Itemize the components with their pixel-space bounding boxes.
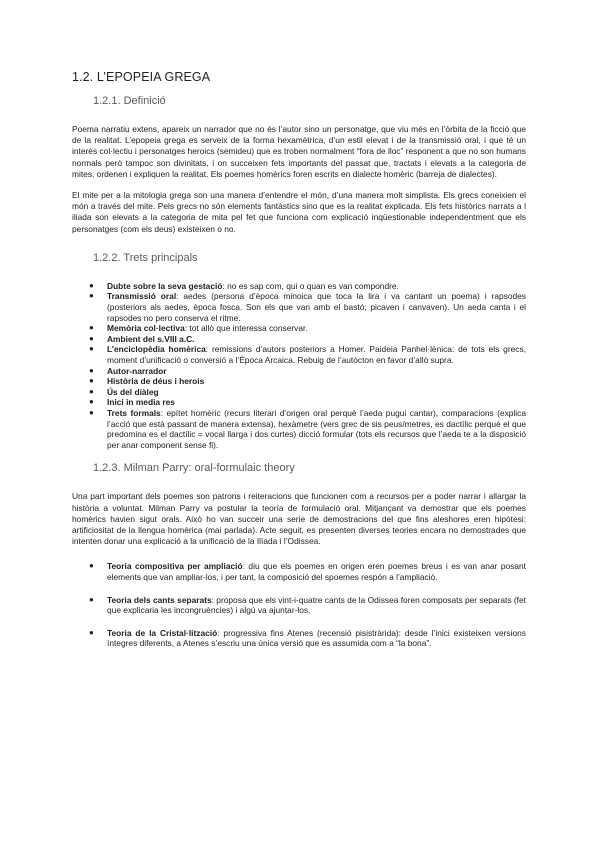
item-term: Trets formals [107,407,161,418]
item-text: : remissions d’autors posteriors a Homer. Paideia Panhel·lènica: de tots els grecs, moment d’unificació o conversió a l’Època Arcaica. Rebuig de l’autòcton en favor d’allò supra. [107,344,526,365]
bullet-icon: ● [89,333,94,343]
item-term: Ús del diàleg [107,386,159,397]
item-text: : tot allò que interessa conservar. [184,323,308,334]
paragraph-definicio-1: Poema narratiu extens, apareix un narrador que no és l’autor sino un personatge, que viu més en l’òrbita de la ficció que de la realitat. L’epopeia grega es serveix de la forma hexamètrica, d’un estil elevat i de la transmissió oral, i que té un interès col·lectiu i personatges heroics (semideu) que es troben normalment “fora de lloc” responent a que no son humans normals però tampoc son divinitats, i on succeixen fets importants del passat que, tractats i elevats a la categoria de mites, ordenen i expliquen la realitat. Els poemes homèrics foren escrits en dialecte homèric (barreja de dialectes). [72,124,526,179]
section-title: 1.2. L’EPOPEIA GREGA [72,70,211,84]
list-item [72,376,526,387]
list-item [72,595,526,616]
item-term: Memòria col·lectiva [107,323,185,334]
bullet-icon: ● [89,280,94,290]
bullet-icon: ● [89,386,94,396]
bullet-icon: ● [89,323,94,333]
item-term: Teoria de la Cristal·lització [107,627,218,638]
bullet-icon: ● [89,627,94,637]
bullet-icon: ● [89,594,94,604]
list-item [72,323,526,334]
item-text: : progressiva fins Atenes (recensió pisistràrida): desde l’inici existeixen versions íntegres diferents, a Atenes s’escriu una única versió que es assumida com a “la bona”. [107,627,526,649]
bullet-icon: ● [89,561,94,571]
item-text: : aedes (persona d’època minoica que toca la lira i va cantant un poema) i rapsodes (posteriors als aedes, època fosca. Son els que van amb el bastó; picaven i canvaven). Un aeda canta i el rapsodes no pero conserva el ritme. [107,291,526,323]
paragraph-milman-parry: Una part important dels poemes son patrons i reiteracions que funcionen com a recursos per a poder narrar i allargar la història a voluntat. Milman Parry va postular la teoría de formulació oral. Mitjançant va demostrar que els poemes homèrics havien sigut orals. Això ho van succeir una serie de demostracions del que fins aleshores eren hipòtesi: artificiositat de la llengua homèrica (mai parlada). Acte seguit, es presenten diverses teories encara no demostrades que intenten donar una explicació a la unificació de la Ilíada i l’Odissea. [72,491,526,547]
list-item [72,408,526,450]
item-text: : diu que els poemes en origen eren poemes breus i es van anar posant elements que van ampliar-los, i per tant, la composició del spoemes respón a l’ampliació. [107,561,526,582]
heading-trets: 1.2.2. Trets principals [93,251,198,264]
list-item [72,387,526,398]
teories-list [72,561,526,649]
list-item [72,281,526,292]
list-item [72,334,526,345]
item-term: Ambient del s.VIII a.C. [107,333,195,344]
list-item [72,291,526,323]
item-term: Història de déus i herois [107,376,205,387]
item-text: : proposa que els vint-i-quatre cants de la Odissea foren composats per separats (fet que explicaria les incongruències) i algú va ajuntar-los. [107,594,526,616]
bullet-icon: ● [89,365,94,375]
list-item [72,366,526,377]
list-item [72,628,526,649]
paragraph-definicio-2: El mite per a la mitologia grega son una manera d’entendre el món, d’una manera molt simplista. Els grecs coneixien el món a través del mite. Pels grecs no són elements fantàstics sino que es la realitat explicada. Els fets històrics narrats a l iliada son elevats a la categoria de mita pel fet que funciona com explicació inqüestionable independentment que els personatges (com els deus) existeixen o no. [72,190,526,234]
trets-list [72,281,526,451]
list-item [72,344,526,365]
list-item [72,397,526,408]
bullet-icon: ● [89,407,94,417]
item-term: Teoria dels cants separats [107,594,212,605]
item-term: Autor-narrador [107,365,167,376]
item-term: Teoria compositiva per ampliació [107,561,243,572]
document-page [72,70,526,649]
bullet-icon: ● [89,291,94,301]
item-text: : epítet homèric (recurs literari d’origen oral perquè l’aeda pugui cantar), comparacions (explica l’acció que està passant de manera extensa), hexàmetre (vers grec de sis peus/metres, es dactílic perquè el que predomina es el dactílic = vocal llarga i dos curtes) dicció formular (tots els recursos que l’aeda te a la disposició per anar component sense fi). [107,407,526,450]
bullet-icon: ● [89,344,94,354]
heading-definicio: 1.2.1. Definició [93,95,166,107]
item-term: Inici in media res [107,397,175,408]
item-term: L’enciclopèdia homèrica [107,344,206,355]
item-text: : no es sap com, qui o quan es van compondre. [222,280,399,291]
bullet-icon: ● [89,376,94,386]
heading-milman-parry: 1.2.3. Milman Parry: oral-formulaic theory [93,462,295,475]
item-term: Transmissió oral [107,291,177,302]
list-item [72,561,526,582]
bullet-icon: ● [89,397,94,407]
item-term: Dubte sobre la seva gestació [107,280,223,291]
